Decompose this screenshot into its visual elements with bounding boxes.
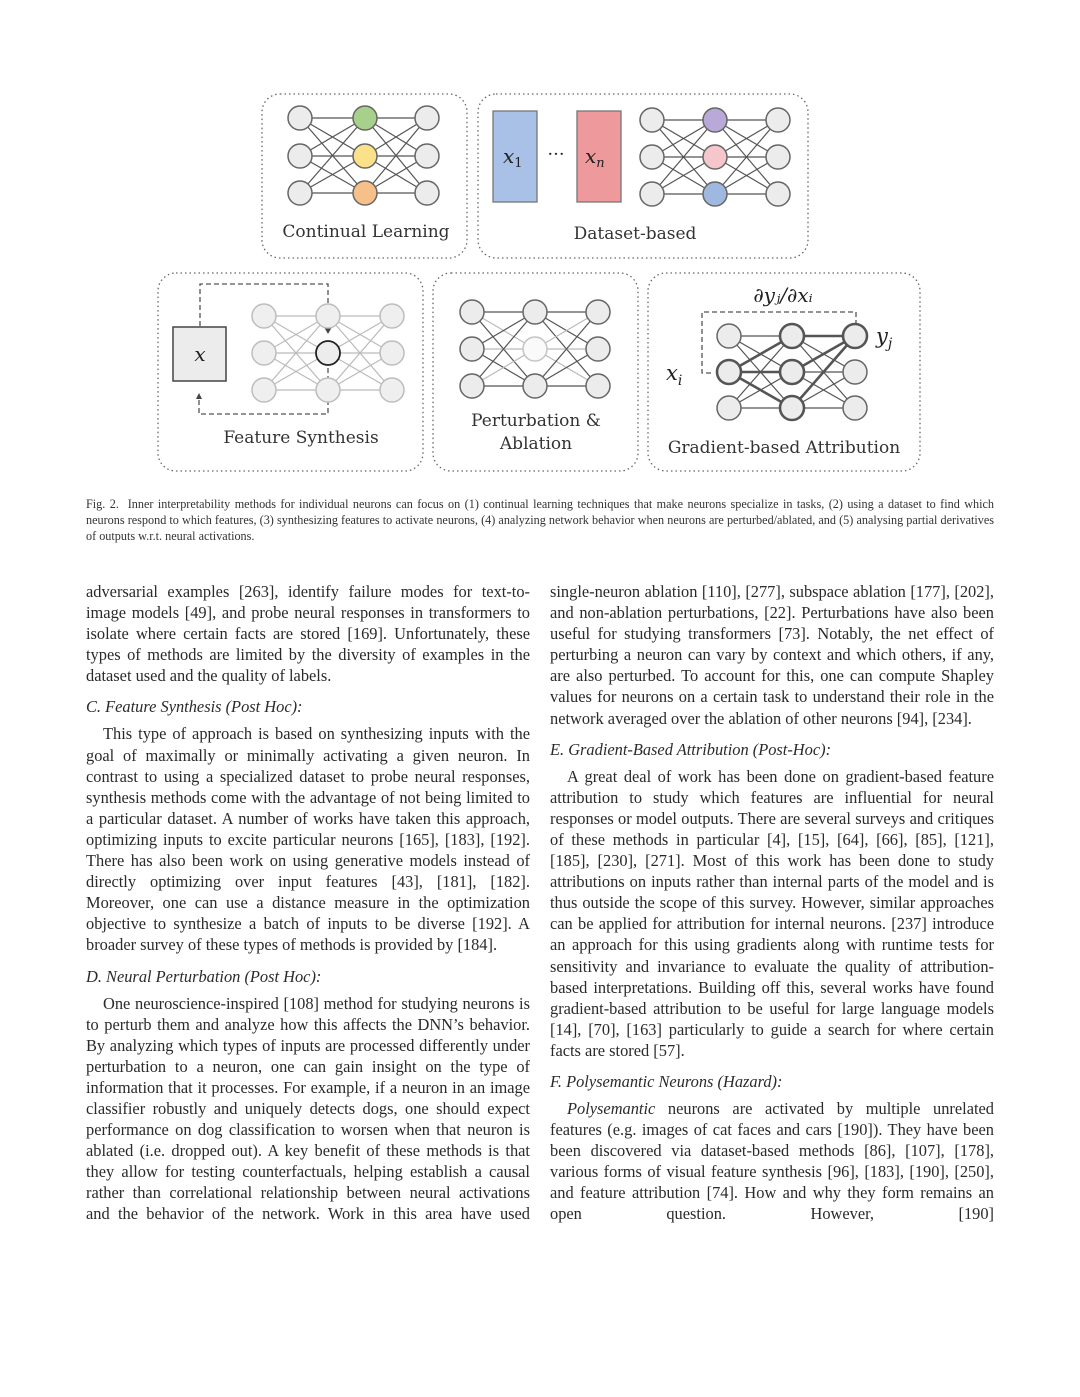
svg-text:xn: $x_n$ bbox=[585, 144, 605, 171]
panel-gradient-attribution bbox=[648, 273, 920, 471]
figure-2 bbox=[0, 0, 1080, 480]
network-icon bbox=[288, 106, 439, 205]
network-icon bbox=[640, 108, 790, 206]
caption-label: Fig. 2. bbox=[86, 497, 119, 511]
panel-feature-synthesis bbox=[158, 273, 423, 471]
panel-continual-learning bbox=[262, 94, 467, 258]
panel-label-line2: Ablation bbox=[499, 434, 573, 454]
network-icon bbox=[252, 304, 404, 402]
caption-text: Inner interpretability methods for individual neurons can focus on (1) continual learning techniques that make neurons specialize in tasks, (2) using a dataset to find which neurons respond to which features, (3) synthesizing features to activate neurons, (4) analyzing network behavior when neurons are perturbed/ablated, and (5) analysing partial derivatives of outputs w.r.t. neural activations. bbox=[86, 497, 994, 543]
figure-diagram bbox=[0, 0, 1080, 480]
arrow-up-icon bbox=[196, 393, 202, 399]
section-heading-c: C. Feature Synthesis (Post Hoc): bbox=[86, 697, 303, 717]
section-heading-f: F. Polysemantic Neurons (Hazard): bbox=[550, 1071, 783, 1091]
figure-caption bbox=[86, 496, 994, 544]
paragraph: adversarial examples [263], identify failure modes for text-to-image models [49], and probe neural responses in transformers to isolate where certain facts are stored [169]. Unfortunately, these types of methods are limited by the diversity of examples in the dataset used and the quality of labels. bbox=[86, 582, 530, 686]
section-heading-d: D. Neural Perturbation (Post Hoc): bbox=[86, 966, 322, 986]
right-column bbox=[550, 581, 994, 1225]
italic-term: Polysemantic bbox=[567, 1098, 656, 1118]
network-icon bbox=[717, 324, 867, 420]
section-heading-e: E. Gradient-Based Attribution (Post-Hoc): bbox=[550, 739, 832, 759]
svg-text:x1: $x_1$ bbox=[503, 144, 523, 171]
left-column bbox=[86, 581, 530, 1225]
panel-label: Gradient-based Attribution bbox=[667, 438, 901, 458]
paragraph: A great deal of work has been done on gradient-based feature attribution to study which features are influential for neural responses or model outputs. There are several surveys and critiques of these methods in particular [4], [15], [64], [66], [85], [121], [185], [230], [271]. Most of this work has been done to study attributions on inputs rather than internal parts of the model and is thus outside the scope of this survey. However, similar approaches can be applied for attribution for internal neurons. [237] introduce an approach for this using gradients along with runtime tests for sensitivity and invariance to evaluate the quality of attribution-based interpretations. Building off this, several works have found gradient-based attribution to be useful for large language models [14], [70], [163] particularly to guide a search for where certain facts are stored [57]. bbox=[550, 766, 994, 1060]
panel-label: Feature Synthesis bbox=[223, 428, 379, 448]
derivative-label: ∂yⱼ/∂xᵢ bbox=[753, 283, 813, 307]
paragraph: This type of approach is based on synthesizing inputs with the goal of maximally or minimally activating a given neuron. In contrast to using a specialized dataset to probe neural responses, synthesis methods come with the advantage of not being limited to a particular dataset. A number of works have taken this approach, optimizing inputs to excite particular neurons [165], [183], [192]. There has also been work on using generative models instead of directly optimizing over input features [43], [181], [182]. Moreover, one can use a distance measure in the optimization objective to synthesize a batch of inputs to be diverse [192]. A broader survey of these types of methods is provided by [184]. bbox=[86, 724, 530, 955]
paragraph: single-neuron ablation [110], [277], subspace ablation [177], [202], and non-ablation perturbations, [22]. Perturbations have also been useful for studying transformers [73]. Notably, the net effect of perturbing a neuron can vary by context and which others, if any, are also perturbed. To account for this, one can compute Shapley values for neurons on a certain task to understand their role in the network averaged over the ablation of other neurons [94], [234]. bbox=[550, 582, 994, 728]
panel-dataset-based bbox=[478, 94, 808, 258]
panel-label: Continual Learning bbox=[282, 222, 450, 242]
svg-text:yj: $y_j$ bbox=[876, 324, 893, 352]
panel-label: Dataset-based bbox=[573, 224, 697, 244]
ellipsis: ··· bbox=[547, 144, 565, 165]
panel-label-line1: Perturbation & bbox=[471, 411, 601, 431]
panel-perturbation-ablation bbox=[433, 273, 638, 471]
network-icon bbox=[460, 300, 610, 398]
svg-text:x: x bbox=[194, 342, 206, 366]
paragraph: One neuroscience-inspired [108] method for studying neurons is to perturb them and analyze how this affects the DNN’s behavior. By analyzing which types of inputs are processed differently under perturbation to a neuron, one can gain insight on the type of information that it processes. For example, if a neuron in an image classifier robustly and uniquely detects dogs, one should expect performance on dog classification to worsen when that neuron is ablated (i.e. dropped out). A key benefit of these methods is that they allow for testing counterfactuals, helping establish a causal rather than correlational relationship between neural activations and the behavior of the network. Work in this area have used bbox=[86, 993, 530, 1224]
svg-text:xi: $x_i$ bbox=[666, 361, 683, 389]
paragraph: Polysemantic neurons are activated by multiple unrelated features (e.g. images of cat faces and cars [190]). They have been been discovered via dataset-based methods [86], [107], [178], various forms of visual feature synthesis [96], [183], [190], [250], and feature attribution [74]. How and why they form remains an open question. However, [190] bbox=[550, 1098, 994, 1224]
